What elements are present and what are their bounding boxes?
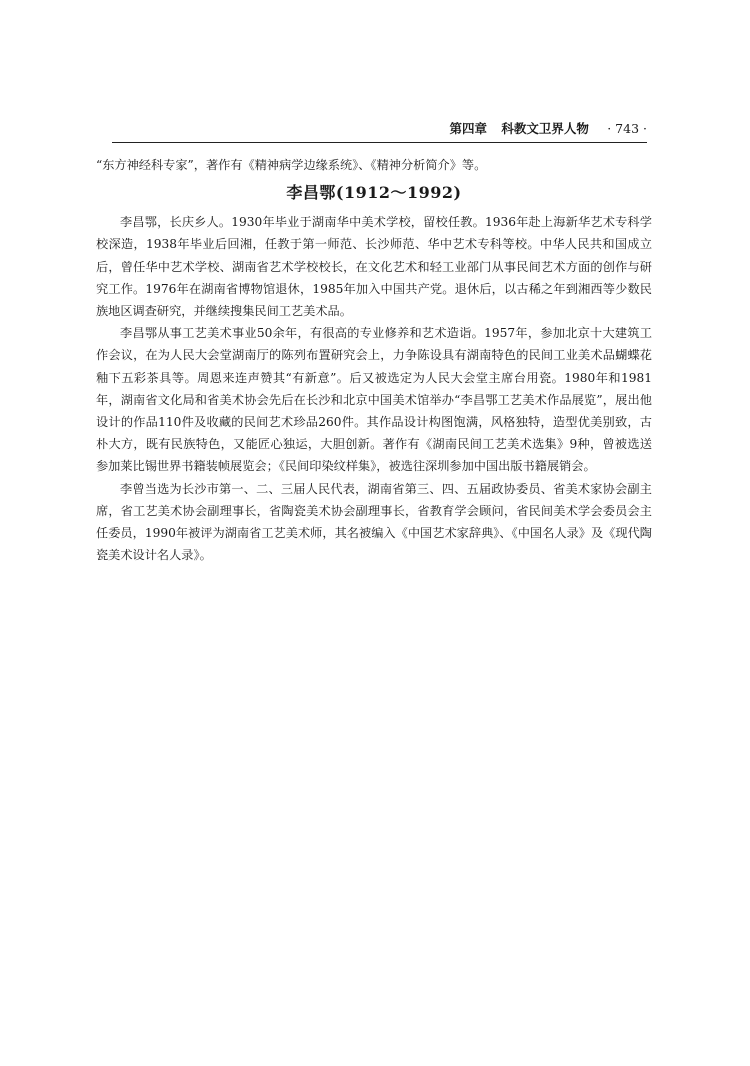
header-section: 科教文卫界人物 [501, 121, 589, 136]
header-chapter: 第四章 [449, 121, 487, 136]
carry-over-line: “东方神经科专家”，著作有《精神病学边缘系统》、《精神分析简介》等。 [96, 158, 487, 172]
page-number: · 743 · [607, 121, 647, 136]
paragraph-honors: 李曾当选为长沙市第一、二、三届人民代表，湖南省第三、四、五届政协委员、省美术家协会副主席，省工艺美术协会副理事长，省陶瓷美术协会副理事长，省教育学会顾问，省民间美术学会委员会主任委员，1990年被评为湖南省工艺美术师，其名被编入《中国艺术家辞典》、《中国名人录》及《现代陶瓷美术设计名人录》。 [96, 481, 652, 563]
running-header [112, 118, 647, 140]
entry-title: 李昌鄂(1912～1992) [286, 183, 462, 203]
paragraph-career: 李昌鄂从事工艺美术事业50余年，有很高的专业修养和艺术造诣。1957年，参加北京十大建筑工作会议，在为人民大会堂湖南厅的陈列布置研究会上，力争陈设具有湖南特色的民间工业美术品蝴蝶花釉下五彩茶具等。周恩来连声赞其“有新意”。后又被选定为人民大会堂主席台用瓷。1980年和1981年，湖南省文化局和省美术协会先后在长沙和北京中国美术馆举办“李昌鄂工艺美术作品展览”，展出他设计的作品110件及收藏的民间艺术珍品260件。其作品设计构图饱满，风格独特，造型优美别致，古朴大方，既有民族特色，又能匠心独运，大胆创新。著作有《湖南民间工艺美术选集》9种，曾被选送参加莱比锡世界书籍装帧展览会；《民间印染纹样集》，被选往深圳参加中国出版书籍展销会。 [96, 326, 652, 474]
header-rule [112, 142, 647, 143]
page-body [96, 154, 652, 566]
paragraph-biography: 李昌鄂，长庆乡人。1930年毕业于湖南华中美术学校，留校任教。1936年赴上海新华艺术专科学校深造，1938年毕业后回湘，任教于第一师范、长沙师范、华中艺术专科等校。中华人民共和国成立后，曾任华中艺术学校、湖南省艺术学校校长，在文化艺术和轻工业部门从事民间艺术方面的创作与研究工作。1976年在湖南省博物馆退休，1985年加入中国共产党。退休后，以古稀之年到湘西等少数民族地区调查研究，并继续搜集民间工艺美术品。 [96, 215, 652, 319]
